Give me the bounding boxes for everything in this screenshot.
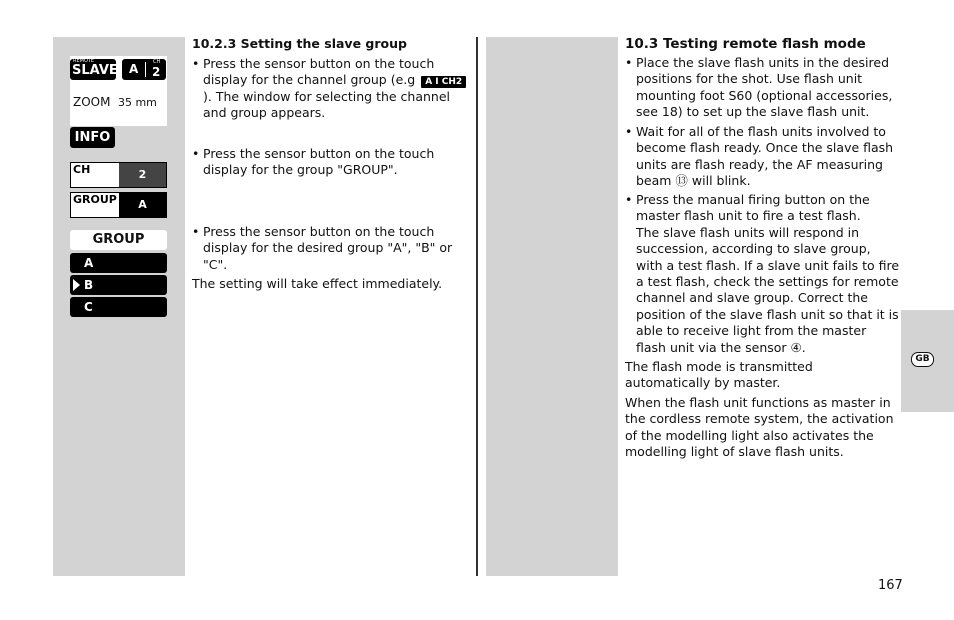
group-row-label: GROUP [71,193,119,217]
language-label: GB [915,354,930,364]
step-2 [192,146,464,179]
ch-row-value: 2 [119,163,166,187]
group-option-label: B [84,278,94,292]
ch-superscript: CH [153,59,161,65]
step-2-text: Press the sensor button on the touch display for the group "GROUP". [203,146,435,178]
section-103-title: 10.3 Testing remote flash mode [625,36,866,52]
ch-number: 2 [152,65,161,79]
slave-superscript: REMOTE [73,58,95,64]
group-option-label: C [84,300,93,314]
test-step-2 [625,124,900,190]
info-button[interactable] [70,127,115,148]
group-header-label: GROUP [92,232,145,247]
ch-row-label: CH [71,163,119,187]
group-row-value: A [138,198,147,211]
setting-note: The setting will take effect immediately. [192,276,443,291]
step-3 [192,224,456,273]
channel-separator [145,62,146,77]
bullet: • [625,192,633,207]
zoom-label: ZOOM [73,95,111,109]
test-step-1 [625,55,900,121]
section-1023-title: 10.2.3 Setting the slave group [192,36,407,51]
zoom-readout [73,95,157,109]
group-letter: A [129,62,139,76]
group-option-label: A [84,256,94,270]
group-option-a[interactable] [70,253,167,273]
column-divider [476,37,478,576]
step-3-text: Press the sensor button on the touch display for the desired group "A", "B" or "C". [203,224,453,272]
slave-mode-indicator [70,59,116,80]
selection-arrow-icon [73,279,80,291]
zoom-value: 35 mm [117,96,157,109]
step-1-text: Press the sensor button on the touch display for the channel group (e.g [203,56,435,88]
middle-gray-column [486,37,618,576]
bullet: • [192,224,200,239]
step-1-close: ). [203,88,212,104]
bullet: • [625,55,633,70]
test-step-3 [625,192,900,356]
paragraph-modelling-light: When the flash unit functions as master in the cordless remote system, the activation of the modelling light also activates the modelling light of slave flash units. [625,395,894,460]
slave-label: SLAVE [72,63,118,78]
paragraph-transmission: The flash mode is transmitted automatically by master. [625,359,813,391]
group-option-b[interactable] [70,275,167,295]
test-step-2-text: Wait for all of the flash units involved to become flash ready. Once the slave flash units are flash ready, the AF measuring beam ⑬ will blink. [636,124,894,189]
group-row[interactable] [70,192,167,218]
info-label: INFO [74,130,111,145]
channel-group-inline-button: A I CH2 [421,76,466,88]
group-option-c[interactable] [70,297,167,317]
language-badge [911,352,934,367]
step-1-rest: The window for selecting the channel and group appears. [203,88,451,121]
step-1 [192,56,472,122]
group-header [70,230,167,250]
bullet: • [192,56,200,71]
page-number: 167 [878,578,903,593]
ch-row[interactable] [70,162,167,188]
test-step-3-text: Press the manual firing button on the master flash unit to fire a test flash. [636,192,870,224]
bullet: • [625,124,633,139]
bullet: • [192,146,200,161]
channel-group-button[interactable] [122,59,166,80]
test-step-3-continuation: The slave flash units will respond in succession, according to slave group, with a test flash. If a slave unit fails to fire a test flash, check the settings for remote channel and slave group. Correct the position of the slave flash unit so that it is able to receive light from the master flash unit via the sensor ④. [636,224,900,355]
test-step-1-text: Place the slave flash units in the desired positions for the shot. Use flash unit mounting foot S60 (optional accessories, see 18) to set up the slave flash unit. [636,55,893,120]
